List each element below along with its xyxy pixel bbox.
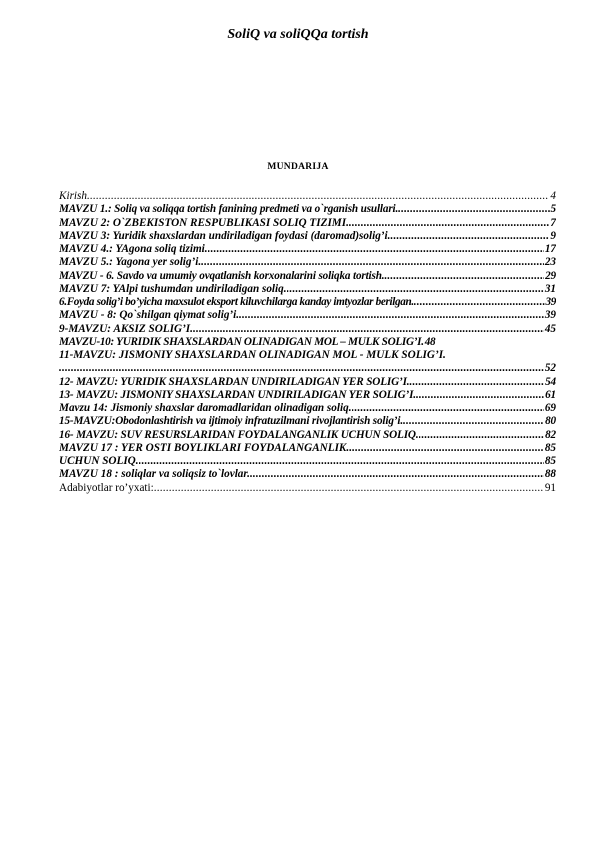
toc-entry[interactable] [59,376,556,389]
toc-entry-page: 88 [544,468,556,481]
toc-entry[interactable] [59,349,556,362]
toc-entry[interactable] [59,336,556,349]
toc-entry[interactable] [59,256,556,269]
toc-leader-dots [87,190,549,203]
toc-entry[interactable] [59,203,556,216]
toc-entry[interactable] [59,190,556,203]
toc-leader-dots [352,402,544,415]
toc-entry[interactable] [59,482,556,495]
toc-entry-page: 52 [544,362,556,375]
toc-entry-label: 12- MAVZU: YURIDIK SHAXSLARDAN UNDIRILADIGAN YER SOLIG’I. [59,375,410,388]
toc-entry-label: Kirish [59,190,87,202]
toc-entry[interactable] [59,270,556,283]
toc-entry-page: 39 [544,309,556,322]
toc-entry-page: 54 [545,375,556,388]
toc-entry[interactable] [59,283,556,296]
toc-leader-dots [139,455,544,468]
toc-entry[interactable] [59,309,556,322]
toc-entry-label: MAVZU 17 : YER OSTI BOYLIKLARI FOYDALANGANLIK. [59,441,350,454]
toc-leader-dots [409,376,544,389]
toc-leader-dots [414,296,545,309]
toc-leader-dots [239,309,544,322]
toc-leader-dots [419,429,545,442]
toc-entry-page: 23 [544,256,556,269]
toc-entry[interactable] [59,323,556,336]
toc-leader-dots [349,442,544,455]
toc-entry-label: 16- MAVZU: SUV RESURSLARIDAN FOYDALANGANLIK UCHUN SOLIQ. [59,428,419,441]
toc-entry-page: 85 [544,455,556,467]
toc-leader-dots [416,389,544,402]
toc-entry-page: 61 [545,388,556,401]
toc-entry-page: 4 [550,190,556,202]
toc-entry-label: MAVZU - 8: Qo`shilgan qiymat solig’i. [59,309,240,322]
toc-entry-page: 39 [545,296,556,308]
toc-entry-label: 13- MAVZU: JISMONIY SHAXSLARDAN UNDIRILADIGAN YER SOLIG’I. [59,388,416,401]
toc-entry[interactable] [59,296,556,309]
toc-entry-label: 15-MAVZU:Obodonlashtirish va ijtimoiy infratuzilmani rivojlantirish solig’i. [59,415,403,428]
toc-entry[interactable] [59,230,556,243]
toc-entry-label: 6.Foyda solig’i bo’yicha maxsulot eksport kiluvchilarga kanday imtyozlar berilgan. [59,296,414,308]
toc-leader-dots [193,323,544,336]
toc-title: MUNDARIJA [267,162,329,172]
toc-entry-label: MAVZU-10: YURIDIK SHAXSLARDAN OLINADIGAN MOL – MULK SOLIG’I. [59,335,424,348]
toc-leader-dots [398,203,549,216]
toc-entry-page: 17 [544,243,556,255]
toc-entry-page: 82 [545,428,556,441]
toc-entry-page: 85 [544,441,556,454]
toc-entry[interactable] [59,389,556,402]
toc-leader-dots [59,362,544,375]
toc-leader-dots [287,283,544,296]
toc-entry-page: 69 [544,402,556,414]
toc-entry-label: MAVZU 4.: YAgona soliq tizimi. [59,243,208,255]
toc-leader-dots [208,243,544,256]
toc-entry-page: 91 [544,481,556,494]
toc-entry-label: MAVZU - 6. Savdo va umumiy ovqatlanish korxonalarini soliqka tortish. [59,269,385,282]
toc-entry-label: MAVZU 18 : soliqlar va soliqsiz to`lovlar. [59,468,250,481]
toc-entry[interactable] [59,402,556,415]
toc-entry-label: MAVZU 1.: Soliq va soliqqa tortish fanining predmeti va o`rganish usullari. [59,203,399,216]
toc-leader-dots [250,468,544,481]
toc-entry[interactable] [59,442,556,455]
toc-leader-dots [384,270,544,283]
toc-entry-label: MAVZU 7: YAlpi tushumdan undiriladigan soliq. [59,282,287,295]
toc-leader-dots [201,256,544,269]
toc-leader-dots [403,415,544,428]
toc-leader-dots [390,230,549,243]
toc-entry[interactable] [59,468,556,481]
toc-entry-page: 80 [545,415,556,428]
toc-entry[interactable] [59,243,556,256]
toc-entry-page: 45 [544,322,556,335]
toc-entry-page: 48 [424,335,436,348]
toc-entry-page: 31 [544,282,556,295]
toc-entry-label: UCHUN SOLIQ. [59,455,139,467]
toc-leader-dots [154,482,544,495]
toc-entry-label: MAVZU 3: Yuridik shaxslardan undiriladigan foydasi (daromad)solig’i. [59,229,391,242]
toc-entry-page: 5 [550,203,556,216]
toc-entry-page: 9 [550,229,556,242]
toc-entry-continuation[interactable] [59,362,556,375]
toc-leader-dots [349,217,550,230]
toc-entry-page: 29 [545,269,556,282]
toc-entry-label: MAVZU 2: O`ZBEKISTON RESPUBLIKASI SOLIQ TIZIMI. [59,216,349,229]
toc-entry[interactable] [59,429,556,442]
toc-entry-label: Adabiyotlar ro’yxati: [59,481,154,494]
toc-entry[interactable] [59,217,556,230]
toc-entry-page: 7 [550,216,556,229]
page-header-title: SoliQ va soliQQa tortish [227,27,369,42]
table-of-contents [59,190,556,495]
toc-entry-label: MAVZU 5.: Yagona yer solig’i. [59,256,202,269]
toc-entry-label: 11-MAVZU: JISMONIY SHAXSLARDAN OLINADIGAN MOL - MULK SOLIG’I. [59,349,446,361]
toc-entry[interactable] [59,415,556,428]
toc-entry-label: 9-MAVZU: AKSIZ SOLIG’I. [59,322,193,335]
toc-entry-label: Mavzu 14: Jismoniy shaxslar daromadlaridan olinadigan soliq. [59,402,352,414]
toc-entry[interactable] [59,455,556,468]
